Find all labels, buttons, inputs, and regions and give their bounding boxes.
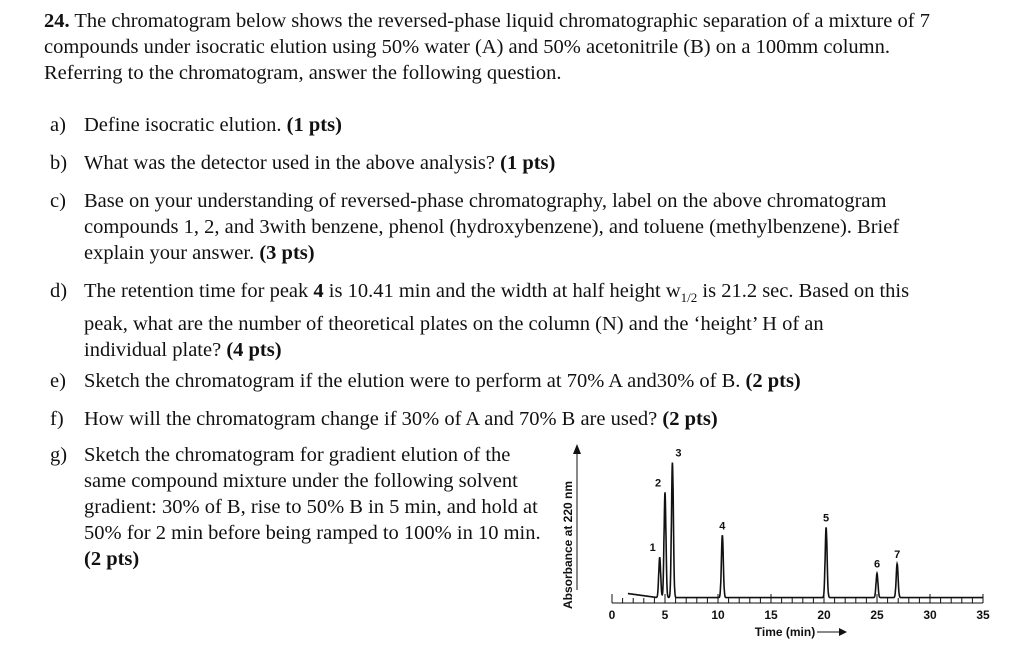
peak-label: 5	[823, 512, 830, 525]
item-label: d)	[50, 280, 68, 302]
x-tick-label: 0	[608, 608, 616, 622]
x-tick-label: 25	[870, 608, 884, 622]
item-points: (2 pts)	[84, 548, 140, 570]
peak-label: 1	[649, 542, 656, 555]
chart-axes	[573, 444, 990, 636]
item-text: How will the chromatogram change if 30% of A and 70% B are used?	[84, 408, 658, 430]
peak-label: 7	[894, 548, 901, 561]
x-tick-label: 15	[764, 608, 778, 622]
y-axis-arrowhead	[573, 444, 581, 454]
subscript: 1/2	[680, 290, 698, 306]
item-text: What was the detector used in the above analysis?	[84, 152, 495, 174]
item-label: e)	[50, 370, 66, 392]
item-text: The retention time for peak	[84, 280, 309, 302]
item-label: c)	[50, 190, 66, 212]
x-tick-label: 30	[923, 608, 937, 622]
peak-label: 6	[873, 558, 881, 571]
question-header	[44, 8, 944, 86]
peak-number: 4	[313, 280, 324, 302]
peak-label: 4	[719, 520, 726, 533]
x-tick-label: 5	[661, 608, 669, 622]
item-points: (2 pts)	[745, 370, 801, 392]
item-label: b)	[50, 152, 68, 174]
item-text: Define isocratic elution.	[84, 114, 282, 136]
item-text: Sketch the chromatogram for gradient elution of the same compound mixture under the following solvent gradient: 30% of B, rise to 50% B in 5 min, and hold at 50% for 2 min before being ramped to 100% in 10 min.	[84, 444, 541, 544]
chromatogram-chart	[555, 440, 1024, 666]
peak-labels	[650, 448, 901, 571]
question-intro: The chromatogram below shows the reversed-phase liquid chromatographic separation of a mixture of 7 compounds under isocratic elution using 50% water (A) and 50% acetonitrile (B) on a 100mm column. Referring to the chromatogram, answer the following question.	[44, 10, 930, 84]
item-label: g)	[50, 444, 68, 466]
x-axis-label: Time (min)	[754, 625, 816, 639]
item-points: (2 pts)	[662, 408, 718, 430]
peak-label: 2	[654, 477, 662, 490]
item-text: Base on your understanding of reversed-phase chromatography, label on the above chromatogram compounds 1, 2, and 3with benzene, phenol (hydroxybenzene), and toluene (methylbenzene). Brief explain your answer.	[84, 190, 900, 264]
x-tick-label: 20	[817, 608, 831, 622]
item-text: is 21.2 sec. Based on this peak, what are the number of theoretical plates on the column (N) and the ‘height’ H of an individual plate?	[84, 280, 910, 362]
item-points: (3 pts)	[259, 242, 315, 264]
item-text: is 10.41 min and the width at half height w	[328, 280, 681, 302]
question-number: 24.	[44, 10, 70, 32]
x-tick-label: 35	[976, 608, 990, 622]
x-axis-arrowhead	[839, 628, 847, 636]
peak-label: 3	[675, 447, 682, 460]
item-text: Sketch the chromatogram if the elution were to perform at 70% A and30% of B.	[84, 370, 741, 392]
item-points: (1 pts)	[500, 152, 556, 174]
item-label: a)	[50, 114, 66, 136]
item-label: f)	[50, 408, 64, 430]
chromatogram-trace	[628, 463, 983, 598]
item-points: (1 pts)	[286, 114, 342, 136]
item-points: (4 pts)	[226, 339, 282, 362]
x-tick-label: 10	[711, 608, 725, 622]
y-axis-label: Absorbance at 220 nm	[561, 480, 575, 610]
